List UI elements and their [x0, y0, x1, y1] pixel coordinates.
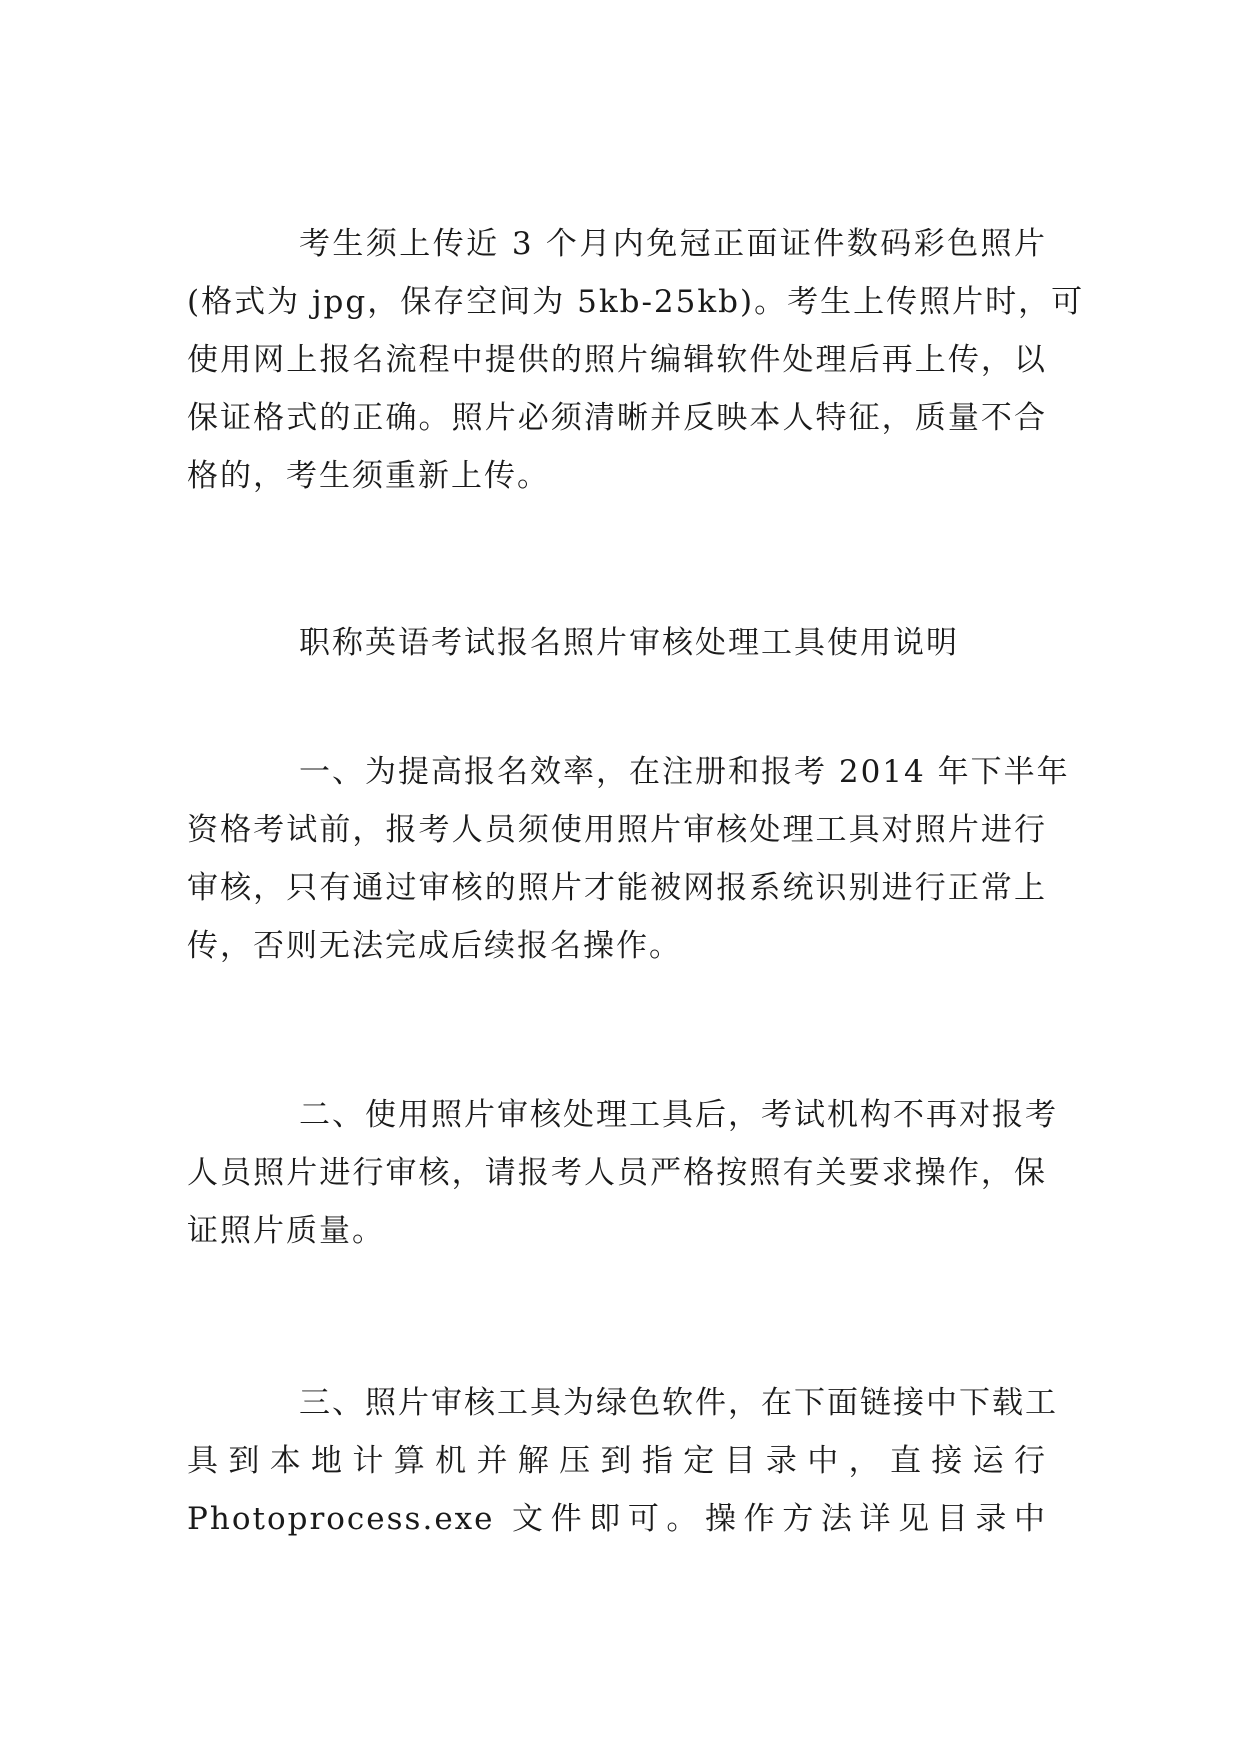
section-2-line-1: 二、使用照片审核处理工具后，考试机构不再对报考: [299, 1097, 1058, 1133]
section-1-line-3: 审核，只有通过审核的照片才能被网报系统识别进行正常上: [187, 870, 1047, 906]
section-2-line-3: 证照片质量。: [187, 1213, 385, 1249]
section-3-line-2: 具到本地计算机并解压到指定目录中，直接运行: [187, 1443, 1047, 1479]
paragraph-1-line-4: 保证格式的正确。照片必须清晰并反映本人特征，质量不合: [187, 400, 1047, 436]
section-2-line-2: 人员照片进行审核，请报考人员严格按照有关要求操作，保: [187, 1155, 1047, 1191]
section-1-line-4: 传，否则无法完成后续报名操作。: [187, 928, 682, 964]
section-3-line-3: Photoprocess.exe 文件即可。操作方法详见目录中: [187, 1501, 1047, 1537]
document-title: 职称英语考试报名照片审核处理工具使用说明: [299, 625, 959, 661]
paragraph-1-line-1: 考生须上传近 3 个月内免冠正面证件数码彩色照片: [299, 226, 1047, 262]
section-1-line-2: 资格考试前，报考人员须使用照片审核处理工具对照片进行: [187, 812, 1047, 848]
section-1-line-1: 一、为提高报名效率，在注册和报考 2014 年下半年: [299, 754, 1070, 790]
section-3-line-1: 三、照片审核工具为绿色软件，在下面链接中下载工: [299, 1385, 1058, 1421]
paragraph-1-line-3: 使用网上报名流程中提供的照片编辑软件处理后再上传，以: [187, 342, 1047, 378]
paragraph-1-line-2: (格式为 jpg，保存空间为 5kb-25kb)。考生上传照片时，可: [187, 284, 1085, 320]
paragraph-1-line-5: 格的，考生须重新上传。: [187, 458, 550, 494]
